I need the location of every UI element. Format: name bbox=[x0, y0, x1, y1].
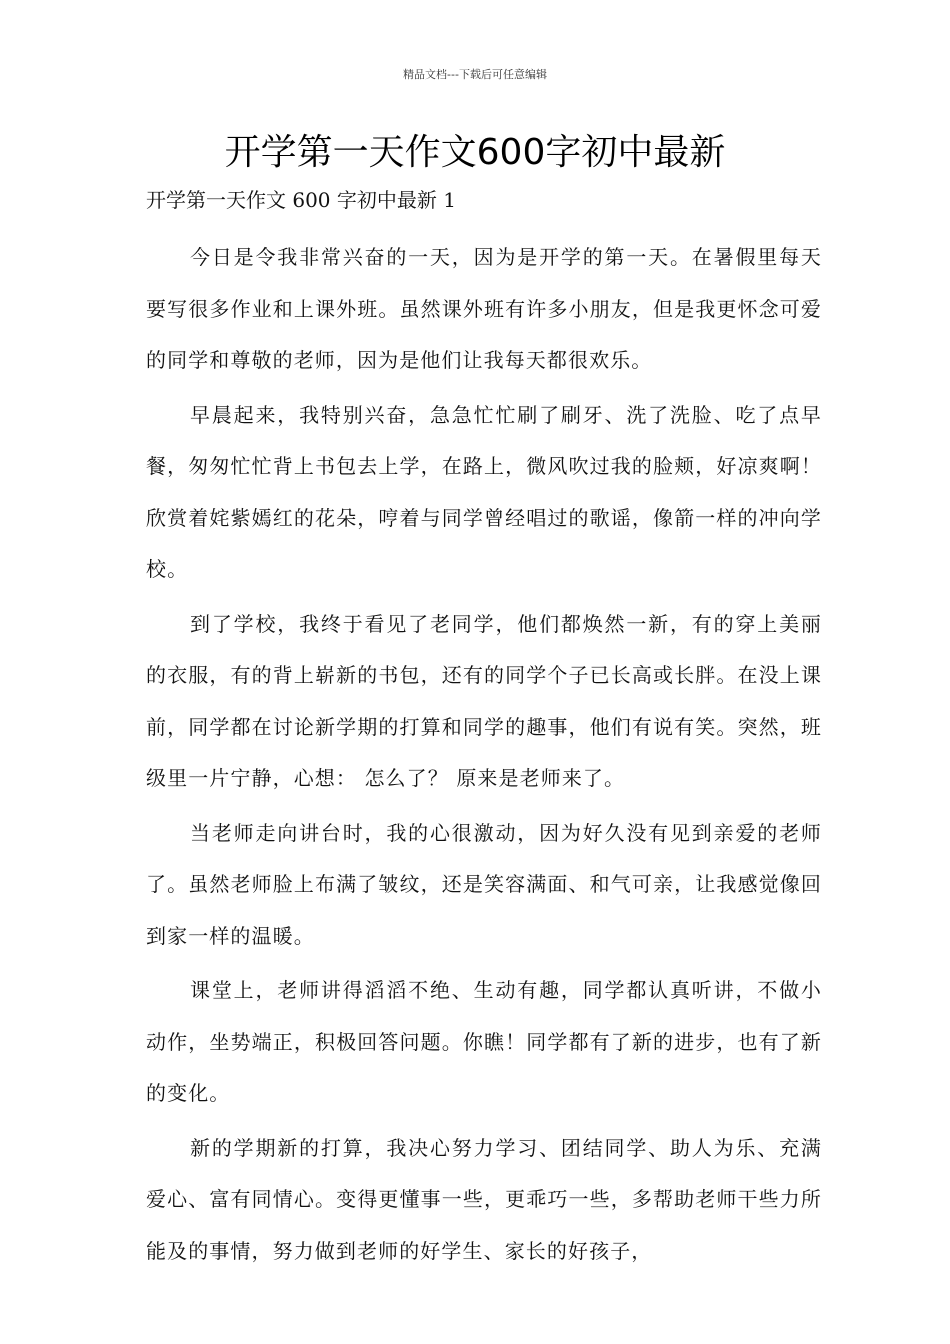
paragraph: 到了学校，我终于看见了老同学，他们都焕然一新，有的穿上美丽的衣服，有的背上崭新的书包，还有的同学个子已长高或长胖。在没上课前，同学都在讨论新学期的打算和同学的趣事，他们有说有笑。突然，班级里一片宁静，心想： 怎么了？ 原来是老师来了。 bbox=[146, 611, 822, 790]
paragraph: 新的学期新的打算，我决心努力学习、团结同学、助人为乐、充满爱心、富有同情心。变得更懂事一些，更乖巧一些，多帮助老师干些力所能及的事情，努力做到老师的好学生、家长的好孩子， bbox=[146, 1135, 822, 1263]
paragraph: 课堂上，老师讲得滔滔不绝、生动有趣，同学都认真听讲，不做小动作，坐势端正，积极回答问题。你瞧！同学都有了新的进步，也有了新的变化。 bbox=[146, 978, 822, 1105]
page-header: 精品文档---下载后可任意编辑 bbox=[403, 68, 547, 81]
paragraph: 当老师走向讲台时，我的心很激动，因为好久没有见到亲爱的老师了。虽然老师脸上布满了皱纹，还是笑容满面、和气可亲，让我感觉像回到家一样的温暖。 bbox=[146, 820, 822, 948]
paragraph: 今日是令我非常兴奋的一天，因为是开学的第一天。在暑假里每天要写很多作业和上课外班。虽然课外班有许多小朋友，但是我更怀念可爱的同学和尊敬的老师，因为是他们让我每天都很欢乐。 bbox=[146, 245, 822, 372]
document-subtitle: 开学第一天作文 600 字初中最新 1 bbox=[146, 188, 456, 212]
body-text bbox=[146, 232, 822, 1277]
document-title: 开学第一天作文600字初中最新 bbox=[224, 132, 726, 173]
paragraph: 早晨起来，我特别兴奋，急急忙忙刷了刷牙、洗了洗脸、吃了点早餐，匆匆忙忙背上书包去上学，在路上，微风吹过我的脸颊，好凉爽啊！欣赏着姹紫嫣红的花朵，哼着与同学曾经唱过的歌谣，像箭一样的冲向学校。 bbox=[146, 402, 822, 581]
